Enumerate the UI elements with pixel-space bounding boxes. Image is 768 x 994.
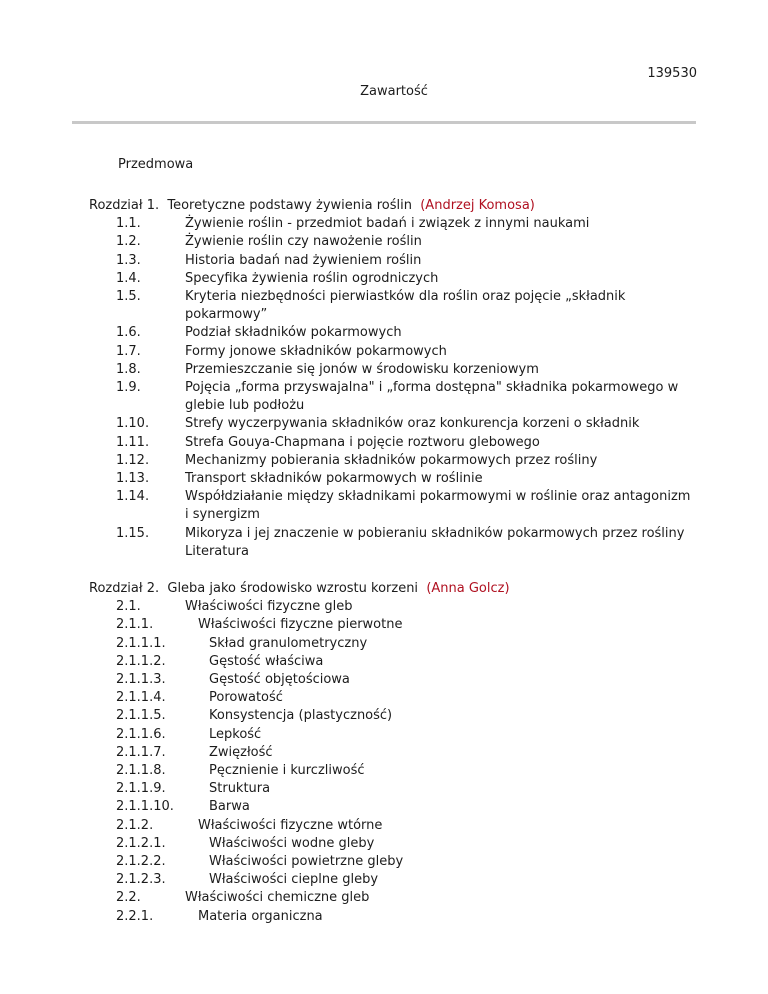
toc-entry-number: 1.8.	[116, 361, 141, 377]
toc-entry-number: 2.1.1.9.	[116, 781, 166, 797]
toc-entry-number: 2.1.1.8.	[116, 763, 166, 778]
toc-entry-number: 2.1.1.1.	[116, 635, 166, 651]
page-title: Zawartość	[360, 84, 428, 99]
toc-entry[interactable]: Właściwości fizyczne pierwotne	[198, 617, 403, 633]
toc-entry-number: 2.1.1.6.	[116, 726, 166, 742]
toc-entry[interactable]: Specyfika żywienia roślin ogrodniczych	[185, 270, 439, 286]
toc-entry[interactable]: Porowatość	[209, 690, 283, 706]
toc-entry[interactable]: Mechanizmy pobierania składników pokarmowych przez rośliny	[185, 452, 598, 468]
toc-entry-number: 2.1.2.2.	[116, 854, 166, 869]
toc-entry-number: 2.1.1.5.	[116, 708, 166, 724]
title-rule	[72, 121, 696, 124]
toc-entry[interactable]: Konsystencja (plastyczność)	[209, 708, 393, 724]
toc-entry-number: 1.7.	[116, 343, 141, 359]
chapter-label: Rozdział 2.	[89, 581, 168, 596]
toc-entry[interactable]: Formy jonowe składników pokarmowych	[185, 343, 447, 359]
toc-entry-number: 2.1.1.3.	[116, 672, 166, 687]
toc-entry-number: 2.2.	[116, 890, 141, 906]
toc-entry-number: 2.1.2.1.	[116, 835, 166, 851]
chapter-author: (Anna Golcz)	[426, 581, 510, 596]
toc-entry[interactable]: Transport składników pokarmowych w roślinie	[185, 471, 483, 486]
toc-entry[interactable]: Właściwości fizyczne gleb	[185, 599, 353, 615]
chapter-label: Rozdział 1.	[89, 198, 168, 213]
chapter-title: Gleba jako środowisko wzrostu korzeni	[167, 581, 427, 596]
toc-entry-number: 1.10.	[116, 416, 150, 432]
chapter-heading[interactable]	[89, 197, 535, 215]
toc-entry-number: 2.1.1.10.	[116, 799, 174, 815]
toc-entry[interactable]: Strefa Gouya-Chapmana i pojęcie roztworu glebowego	[185, 434, 540, 450]
toc-entry[interactable]: Współdziałanie między składnikami pokarmowymi w roślinie oraz antagonizm i synergizm	[185, 489, 691, 523]
toc-entry[interactable]: Pojęcia „forma przyswajalna" i „forma dostępna" składnika pokarmowego w glebie lub podłożu	[185, 380, 679, 413]
toc-entry[interactable]: Właściwości chemiczne gleb	[185, 890, 370, 906]
toc-entry[interactable]: Historia badań nad żywieniem roślin	[185, 252, 422, 268]
toc-entry-number: 2.2.1.	[116, 908, 154, 924]
toc-entry-number: 1.1.	[116, 216, 141, 232]
toc-entry-number: 1.9.	[116, 380, 141, 395]
toc-entry[interactable]: Lepkość	[209, 726, 262, 742]
toc-entry[interactable]: Właściwości wodne gleby	[209, 835, 375, 851]
toc-entry-number: 1.13.	[116, 471, 150, 486]
toc-entry[interactable]: Właściwości powietrzne gleby	[209, 854, 404, 869]
toc-entry[interactable]: Strefy wyczerpywania składników oraz konkurencja korzeni o składnik	[185, 416, 640, 432]
preface-entry[interactable]: Przedmowa	[118, 157, 194, 172]
toc-entry[interactable]: Materia organiczna	[198, 908, 323, 924]
toc-entry[interactable]: Żywienie roślin - przedmiot badań i związek z innymi naukami	[185, 216, 590, 232]
page-id: 139530	[647, 66, 697, 81]
toc-entry[interactable]: Literatura	[185, 543, 249, 559]
toc-entry-number: 1.15.	[116, 525, 150, 541]
toc-entry[interactable]: Gęstość objętościowa	[209, 672, 350, 687]
toc-entry[interactable]: Kryteria niezbędności pierwiastków dla roślin oraz pojęcie „składnik pokarmowy”	[185, 289, 626, 322]
toc-entry-number: 2.1.2.	[116, 817, 154, 833]
toc-entry-number: 1.5.	[116, 289, 141, 304]
toc-entry[interactable]: Struktura	[209, 781, 271, 797]
toc-entry-number: 2.1.	[116, 599, 141, 615]
toc-entry-number: 1.14.	[116, 489, 150, 505]
toc-entry[interactable]: Właściwości fizyczne wtórne	[198, 817, 383, 833]
toc-entry-number: 1.4.	[116, 270, 141, 286]
toc-entry[interactable]: Podział składników pokarmowych	[185, 325, 402, 341]
toc-entry[interactable]: Gęstość właściwa	[209, 653, 324, 669]
toc-entry-number: 2.1.1.7.	[116, 744, 166, 760]
chapter-heading[interactable]	[89, 580, 510, 598]
toc-entry-number: 1.3.	[116, 252, 141, 268]
toc-entry[interactable]: Zwięzłość	[209, 744, 273, 760]
toc-entry-number: 1.11.	[116, 434, 150, 450]
toc-entry[interactable]: Przemieszczanie się jonów w środowisku korzeniowym	[185, 361, 539, 377]
toc-entry-number: 2.1.1.2.	[116, 653, 166, 669]
chapter-title: Teoretyczne podstawy żywienia roślin	[167, 198, 421, 213]
toc-entry-number: 2.1.1.4.	[116, 690, 166, 706]
toc-entry[interactable]: Skład granulometryczny	[209, 635, 368, 651]
toc-entry-number: 2.1.1.	[116, 617, 154, 633]
toc-entry[interactable]: Właściwości cieplne gleby	[209, 872, 379, 888]
toc-entry[interactable]: Żywienie roślin czy nawożenie roślin	[185, 234, 422, 250]
toc-entry[interactable]: Barwa	[209, 799, 250, 815]
toc-entry[interactable]: Pęcznienie i kurczliwość	[209, 763, 365, 778]
toc-entry-number: 1.6.	[116, 325, 141, 341]
toc-entry-number: 1.2.	[116, 234, 141, 250]
toc-entry[interactable]: Mikoryza i jej znaczenie w pobieraniu składników pokarmowych przez rośliny	[185, 525, 685, 541]
chapter-author: (Andrzej Komosa)	[420, 198, 535, 213]
toc-entry-number: 2.1.2.3.	[116, 872, 166, 888]
toc-entry-number: 1.12.	[116, 452, 150, 468]
